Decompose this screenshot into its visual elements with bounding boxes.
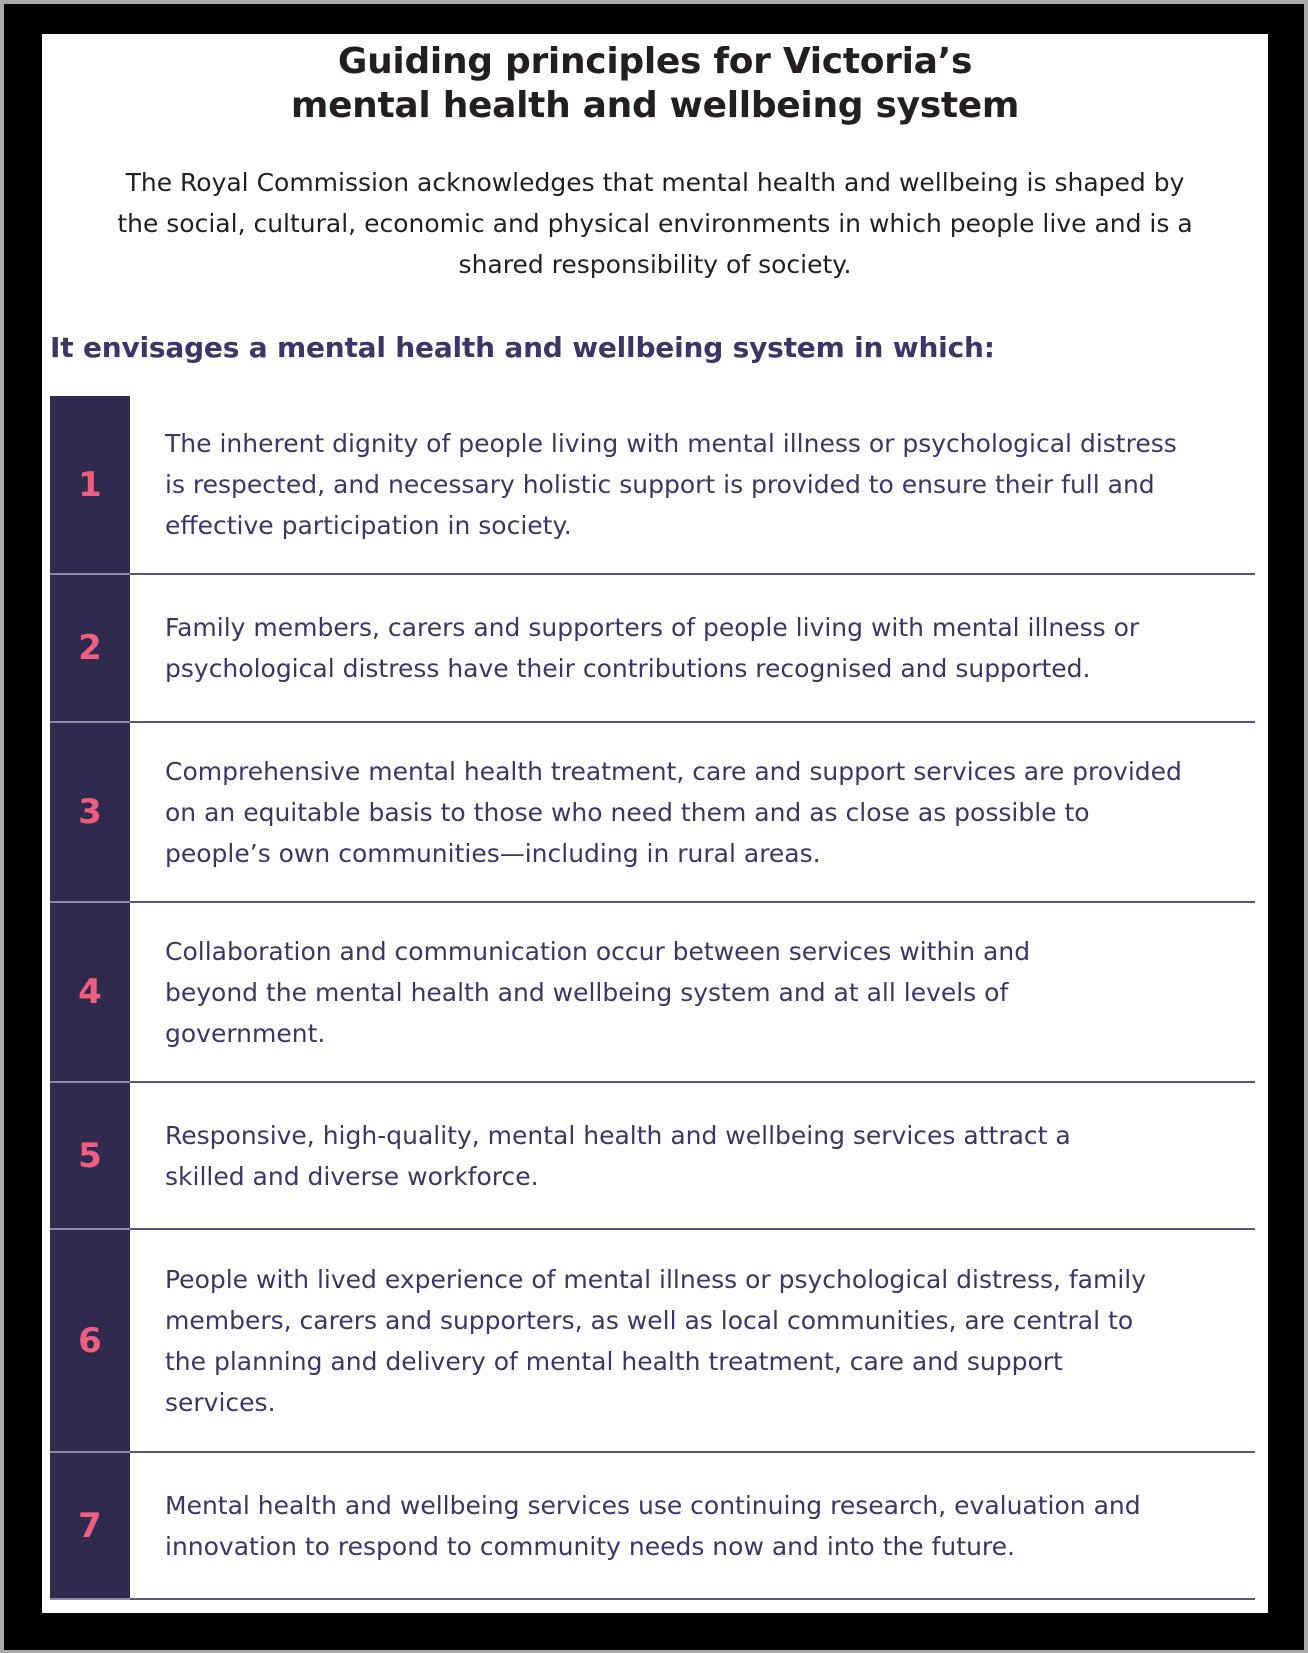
section-subheading: It envisages a mental health and wellbeing system in which: xyxy=(50,331,995,364)
principle-number: 5 xyxy=(50,1083,130,1230)
principle-number: 3 xyxy=(50,723,130,903)
principle-text-content: People with lived experience of mental illness or psychological distress, family members, carers and supporters, as well as local communities, are central to the planning and delivery of mental health treatment, care and support services. xyxy=(165,1264,1147,1417)
document-panel xyxy=(42,34,1268,1613)
principles-list xyxy=(50,396,1255,1600)
principle-text xyxy=(130,1083,1255,1228)
principle-number: 4 xyxy=(50,903,130,1083)
page-title xyxy=(42,40,1268,128)
principle-row-2 xyxy=(50,575,1255,723)
principle-text xyxy=(130,903,1255,1081)
principle-text xyxy=(130,575,1255,721)
principle-row-5 xyxy=(50,1083,1255,1230)
principle-text-content: Family members, carers and supporters of people living with mental illness or psychological distress have their contributions recognised and supported. xyxy=(165,613,1140,683)
principle-text-content: Responsive, high-quality, mental health and wellbeing services attract a skilled and diverse workforce. xyxy=(165,1120,1071,1191)
principle-row-7 xyxy=(50,1453,1255,1600)
principle-row-1 xyxy=(50,396,1255,575)
principle-row-4 xyxy=(50,903,1255,1083)
principle-text-content: The inherent dignity of people living with mental illness or psychological distress is respected, and necessary holistic support is provided to ensure their full and effective participation in society. xyxy=(165,429,1177,540)
intro-paragraph: The Royal Commission acknowledges that mental health and wellbeing is shaped by the social, cultural, economic and physical environments in which people live and is a shared responsibility of society. xyxy=(117,168,1193,279)
principle-text xyxy=(130,1230,1255,1451)
principle-number: 2 xyxy=(50,575,130,723)
principle-number: 6 xyxy=(50,1230,130,1453)
title-line-1: Guiding principles for Victoria’s xyxy=(337,41,973,82)
principle-row-3 xyxy=(50,723,1255,903)
principle-text-content: Comprehensive mental health treatment, care and support services are provided on an equitable basis to those who need them and as close as possible to people’s own communities—including in rural areas. xyxy=(165,756,1182,868)
principle-text-content: Mental health and wellbeing services use continuing research, evaluation and innovation to respond to community needs now and into the future. xyxy=(165,1490,1141,1561)
principle-text-content: Collaboration and communication occur between services within and beyond the mental health and wellbeing system and at all levels of government. xyxy=(165,936,1031,1048)
principle-text xyxy=(130,1453,1255,1598)
principle-number: 7 xyxy=(50,1453,130,1600)
principle-text xyxy=(130,396,1255,573)
principle-text xyxy=(130,723,1255,901)
title-line-2: mental health and wellbeing system xyxy=(290,85,1020,126)
principle-number: 1 xyxy=(50,396,130,575)
principle-row-6 xyxy=(50,1230,1255,1453)
